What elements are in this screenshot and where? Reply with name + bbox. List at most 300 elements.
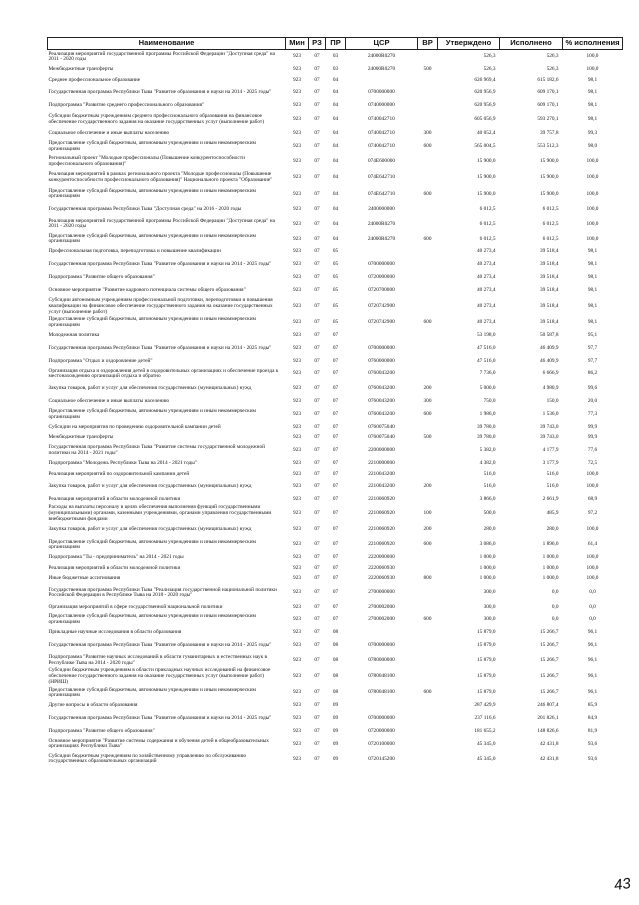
row-pr: 07 [332,496,339,503]
row-executed: 39 518,4 [539,319,559,326]
row-rz: 07 [314,755,320,762]
row-name: Расходы на выплаты персоналу в целях обеспечения выполнения функций государственными (муниципальными) органами, казенными учреждениями, органами управления государственными внебюджетными фондами [48,504,272,522]
row-percent: 95,1 [587,332,598,338]
row-csr: 0720000000 [368,727,395,734]
row-min: 923 [293,398,301,405]
row-vr [418,202,438,217]
row-percent: 61,4 [587,541,598,548]
row-pr: 07 [332,603,339,610]
table-row [48,686,623,701]
row-percent: 98,1 [587,102,598,109]
row-vr [418,563,438,574]
row-vr [418,638,438,653]
header-approved: Утверждено [438,38,500,50]
row-csr: 0760043200 [368,385,395,392]
row-min: 923 [293,302,301,309]
row-csr: 0700000000 [368,641,395,648]
row-vr [418,101,438,112]
row-percent: 98,1 [587,319,598,326]
row-min: 923 [293,727,301,734]
row-approved: 620 956,9 [474,102,496,109]
table-row [48,283,623,298]
row-executed: 42 431,8 [539,740,559,747]
row-name: Предоставление субсидий бюджетным, автономным учреждениям и иным некоммерческим организациям [48,140,256,152]
row-name: Подпрограмма "Развитие среднего профессионального образования" [48,102,205,109]
row-percent: 98,1 [587,273,598,280]
row-min: 923 [293,273,301,280]
row-percent: 100,0 [586,564,599,571]
table-row [48,316,623,331]
row-vr [418,422,438,433]
table-row [48,538,623,553]
row-percent: 100,0 [586,220,599,227]
row-approved: 750,0 [483,398,496,405]
row-approved: 526,3 [483,65,496,72]
row-approved: 40 273,4 [476,273,496,280]
row-pr: 04 [332,89,339,96]
row-approved: 40 273,4 [476,286,496,293]
row-min: 923 [293,603,301,610]
row-rz: 07 [314,410,320,417]
row-pr: 09 [332,740,339,747]
header-pr: ПР [326,38,346,50]
table-row [48,331,623,342]
table-row [48,86,623,101]
row-pr: 07 [332,332,339,338]
row-name: Субсидии бюджетным учреждениям по хозяйственному управлению по обслуживанию государственных образовательных организаций [48,752,247,765]
table-row [48,139,623,154]
row-rz: 07 [314,616,320,623]
row-percent: 98,1 [587,286,598,293]
row-executed: 526,3 [546,53,559,60]
row-rz: 07 [314,673,320,680]
row-executed: 148 826,6 [537,727,559,734]
row-rz: 07 [314,286,320,293]
row-name: Социальное обеспечение и иные выплаты населению [48,398,170,405]
row-min: 923 [293,526,301,533]
table-row [48,726,623,737]
row-pr: 04 [332,235,339,242]
header-rz: РЗ [309,38,326,50]
row-min: 923 [293,410,301,417]
row-percent: 100,0 [586,575,599,582]
row-executed: 526,3 [546,65,559,72]
header-csr: ЦСР [346,38,418,50]
row-name: Государственная программа Республики Тыва "Доступная среда" на 2016 - 2020 годы [48,205,242,212]
row-csr: 0700000000 [368,715,395,722]
row-executed: 1 536,0 [542,410,559,417]
row-csr: 0700000000 [368,89,395,96]
row-executed: 42 431,8 [539,755,559,762]
row-name: Другие вопросы в области образования [48,702,138,709]
row-rz: 07 [314,656,320,663]
row-csr: 0740042710 [368,143,395,150]
row-rz: 07 [314,470,320,477]
row-pr: 04 [332,76,339,83]
row-approved: 45 345,0 [476,755,496,762]
row-csr: 2700002000 [368,603,395,610]
row-min: 923 [293,434,301,441]
row-pr: 07 [332,423,339,430]
row-percent: 96,1 [587,689,598,696]
row-name: Субсидии бюджетным учреждениям среднего профессионального образования на финансовое обеспечение государственного задания на оказание государственных услуг (выполнение работ) [48,113,265,126]
row-csr: 0720742900 [368,319,395,326]
table-row [48,553,623,564]
row-percent: 97,2 [587,510,598,517]
row-approved: 15 879,0 [476,673,496,680]
row-executed: 609 170,1 [537,102,559,109]
row-rz: 07 [314,370,320,377]
row-rz: 07 [314,554,320,561]
row-approved: 15 879,0 [476,629,496,636]
row-vr: 200 [423,526,432,533]
row-approved: 15 900,0 [476,190,496,197]
row-executed: 4 177,9 [542,447,559,454]
row-vr [418,257,438,272]
row-csr: 2400000000 [368,205,395,212]
row-pr: 07 [332,385,339,392]
row-vr: 600 [423,541,432,548]
row-vr [418,331,438,342]
row-name: Государственная программа Республики Тыва "Развитие системы государственной молодежной политики на 2014 - 2021 годы" [48,444,265,457]
table-row [48,382,623,397]
row-rz: 07 [314,447,320,454]
row-vr: 200 [423,483,432,490]
row-csr: 0700000000 [368,261,395,268]
row-min: 923 [293,541,301,548]
row-executed: 15 266,7 [539,629,559,636]
row-pr: 07 [332,344,339,351]
row-pr: 03 [332,53,339,60]
row-pr: 09 [332,755,339,762]
row-rz: 07 [314,526,320,533]
row-percent: 100,0 [586,235,599,242]
row-approved: 15 879,0 [476,656,496,663]
row-min: 923 [293,755,301,762]
row-executed: 39 757,8 [539,130,559,137]
row-rz: 07 [314,158,320,165]
row-min: 923 [293,689,301,696]
row-min: 923 [293,174,301,181]
table-row [48,75,623,86]
header-name: Наименование [48,38,286,50]
row-percent: 99,9 [587,434,598,441]
row-vr [418,668,438,686]
table-row [48,169,623,187]
row-vr [418,701,438,712]
row-percent: 77,6 [587,447,598,454]
row-rz: 07 [314,302,320,309]
row-executed: 1 000,0 [542,575,559,582]
row-min: 923 [293,589,301,596]
row-name: Иные бюджетные ассигнования [48,575,121,582]
row-name: Реализация мероприятий в рамках регионального проекта "Молодые профессионалы (Повышение конкурентоспособности профессионального образования)" Национального проекта "Образование" [48,171,273,184]
row-name: Социальное обеспечение и иные выплаты населению [48,130,170,137]
row-csr: 2210043200 [368,470,395,477]
row-executed: 4 980,9 [542,385,559,392]
row-csr: 0720000000 [368,273,395,280]
row-pr: 04 [332,158,339,165]
row-rz: 07 [314,589,320,596]
row-executed: 1 000,0 [542,564,559,571]
row-rz: 07 [314,248,320,255]
row-name: Профессиональная подготовка, переподготовка и повышение квалификации [48,248,221,255]
row-executed: 39 518,4 [539,286,559,293]
row-rz: 07 [314,629,320,636]
row-rz: 07 [314,130,320,137]
row-vr [418,628,438,639]
row-name: Реализация мероприятий по оздоровительной кампании детей [48,470,190,477]
header-min: Мин [286,38,309,50]
row-pr: 09 [332,715,339,722]
row-min: 923 [293,319,301,326]
row-name: Подпрограмма "Развитие общего образования" [48,273,155,280]
row-pr: 04 [332,205,339,212]
row-name: Предоставление субсидий бюджетным, автономным учреждениям и иным некоммерческим организациям [48,686,256,699]
table-row [48,523,623,538]
row-min: 923 [293,102,301,109]
row-executed: 39 518,4 [539,248,559,255]
row-pr: 07 [332,357,339,364]
row-min: 923 [293,459,301,466]
row-executed: 15 900,0 [539,174,559,181]
row-percent: 97,7 [587,357,598,364]
row-min: 923 [293,261,301,268]
row-csr: 0720742900 [368,302,395,309]
row-approved: 6 012,5 [479,205,496,212]
row-csr: 0720100000 [368,740,395,747]
row-percent: 85,9 [587,702,598,709]
row-name: Государственная программа Республики Тыва "Развитие образования и науки на 2014 - 2025 годы" [48,344,272,351]
row-approved: 280,0 [483,526,496,533]
row-name: Организация мероприятий в сфере государственной национальной политики [48,603,223,610]
row-pr: 05 [332,302,339,309]
row-csr: 0700000000 [368,344,395,351]
row-percent: 0,0 [589,603,596,610]
header-percent: % исполнения [563,38,623,50]
row-vr [418,653,438,668]
row-executed: 553 512,3 [537,143,559,150]
row-executed: 15 266,7 [539,641,559,648]
row-approved: 53 198,0 [476,332,496,338]
row-min: 923 [293,76,301,83]
row-approved: 40 273,4 [476,319,496,326]
row-percent: 98,1 [587,261,598,268]
row-pr: 04 [332,143,339,150]
row-pr: 03 [332,65,339,72]
row-min: 923 [293,143,301,150]
row-name: Организация отдыха и оздоровления детей в оздоровительных организациях и обеспечение проезда к местонахождению организаций отдыха и обратно [48,367,279,380]
row-approved: 47 516,0 [476,344,496,351]
row-pr: 05 [332,273,339,280]
row-vr: 600 [423,190,432,197]
table-row [48,444,623,459]
row-approved: 39 780,0 [476,423,496,430]
row-percent: 93,6 [587,740,598,747]
row-name: Молодежная политика [48,332,100,338]
table-row [48,613,623,628]
row-rz: 07 [314,344,320,351]
row-name: Государственная программа Республики Тыва "Реализация государственной национальной политики Российской Федерации в Республике Тыва на 2018 - 2020 годы" [48,586,277,599]
row-percent: 96,1 [587,641,598,648]
row-approved: 39 780,0 [476,434,496,441]
row-min: 923 [293,190,301,197]
row-name: Предоставление субсидий бюджетным, автономным учреждениям и иным некоммерческим организациям [48,613,256,626]
row-rz: 07 [314,564,320,571]
budget-table [47,37,623,767]
row-csr: 2220060930 [368,564,395,571]
table-row [48,668,623,686]
row-pr: 07 [332,589,339,596]
row-executed: 39 518,4 [539,273,559,280]
row-pr: 09 [332,727,339,734]
row-vr [418,247,438,258]
row-vr [418,469,438,480]
row-pr: 07 [332,470,339,477]
row-csr: 2210060920 [368,541,395,548]
row-min: 923 [293,447,301,454]
row-vr: 800 [423,575,432,582]
table-body [48,50,623,767]
row-executed: 615 182,6 [537,76,559,83]
row-executed: 6 666,9 [542,370,559,377]
row-percent: 96,1 [587,656,598,663]
row-name: Подпрограмма "Ты - предприниматель" на 2014 - 2021 годы [48,554,184,561]
row-name: Субсидии на мероприятия по проведению оздоровительной кампании детей [48,423,221,430]
table-header-row [48,38,623,50]
row-executed: 201 826,1 [537,715,559,722]
row-vr [418,75,438,86]
row-csr [346,331,418,342]
row-approved: 300,0 [483,589,496,596]
table-row [48,397,623,408]
row-pr: 07 [332,459,339,466]
row-vr [418,272,438,283]
row-executed: 15 266,7 [539,656,559,663]
row-executed: 6 012,5 [542,205,559,212]
row-executed: 2 661,9 [542,496,559,503]
table-row [48,111,623,129]
row-csr: 0760043200 [368,370,395,377]
row-csr: 0780048100 [368,673,395,680]
row-approved: 15 900,0 [476,174,496,181]
row-executed: 609 170,1 [537,89,559,96]
table-row [48,50,623,65]
row-rz: 07 [314,319,320,326]
row-rz: 07 [314,89,320,96]
row-percent: 96,1 [587,673,598,680]
row-pr: 08 [332,673,339,680]
row-percent: 96,1 [587,629,598,636]
row-pr: 05 [332,248,339,255]
row-csr: 0780048100 [368,689,395,696]
row-vr [418,154,438,169]
row-vr [418,50,438,65]
row-vr: 600 [423,689,432,696]
row-vr: 500 [423,434,432,441]
row-percent: 98,1 [587,248,598,255]
row-name: Подпрограмма "Развитие общего образования" [48,727,155,734]
row-min: 923 [293,116,301,123]
row-name: Государственная программа Республики Тыва "Развитие образования и науки на 2014 - 2025 годы" [48,715,272,722]
table-row [48,154,623,169]
row-rz: 07 [314,332,320,338]
table-row [48,65,623,76]
row-pr: 07 [332,370,339,377]
row-pr: 05 [332,286,339,293]
row-rz: 07 [314,273,320,280]
row-rz: 07 [314,76,320,83]
row-pr: 07 [332,447,339,454]
row-min: 923 [293,89,301,96]
row-percent: 81,9 [587,727,598,734]
row-vr: 600 [423,143,432,150]
row-approved: 626 969,4 [474,76,496,83]
row-rz: 07 [314,220,320,227]
row-approved: 5 000,0 [479,385,496,392]
row-min: 923 [293,740,301,747]
row-csr: 074E600000 [367,158,396,165]
row-name: Межбюджетные трансферты [48,434,114,441]
row-executed: 15 900,0 [539,158,559,165]
row-name: Государственная программа Республики Тыва "Развитие образования и науки на 2014 - 2025 годы" [48,261,272,268]
row-rz: 07 [314,423,320,430]
table-row [48,752,623,767]
row-pr: 08 [332,656,339,663]
row-name: Предоставление субсидий бюджетным, автономным учреждениям и иным некоммерческим организациям [48,316,256,329]
row-percent: 98,1 [587,116,598,123]
row-vr: 600 [423,410,432,417]
row-approved: 40 273,4 [476,261,496,268]
row-rz: 07 [314,190,320,197]
row-pr: 07 [332,526,339,533]
row-csr: 2700000000 [368,589,395,596]
row-min: 923 [293,130,301,137]
row-csr: 0720700000 [368,286,395,293]
row-csr: 074E642710 [367,190,396,197]
row-percent: 97,7 [587,344,598,351]
row-approved: 40 052,4 [476,130,496,137]
row-pr: 05 [332,261,339,268]
row-pr: 08 [332,629,339,636]
row-percent: 77,3 [587,410,598,417]
row-min: 923 [293,564,301,571]
row-csr: 24000R0270 [367,53,396,60]
row-name: Основное мероприятие "Развитие системы содержания и обучения детей в общеобразовательных организациях Республики Тыва" [48,737,269,750]
row-executed: 3 177,9 [542,459,559,466]
row-approved: 1 000,0 [479,575,496,582]
row-executed: 39 743,0 [539,434,559,441]
row-pr: 07 [332,575,339,582]
row-approved: 516,0 [483,470,496,477]
row-percent: 100,0 [586,526,599,533]
row-vr [418,86,438,101]
row-rz: 07 [314,641,320,648]
row-percent: 100,0 [586,174,599,181]
row-executed: 6 012,5 [542,235,559,242]
row-executed: 1 000,0 [542,554,559,561]
row-executed: 15 266,7 [539,673,559,680]
row-executed: 50 587,8 [539,332,559,338]
row-csr: 2220060930 [368,575,395,582]
row-vr [418,111,438,129]
row-vr: 600 [423,616,432,623]
row-rz: 07 [314,205,320,212]
row-name: Прикладные научные исследования в области образования [48,629,182,636]
row-approved: 15 900,0 [476,158,496,165]
row-percent: 99,3 [587,130,598,137]
row-executed: 39 518,4 [539,261,559,268]
